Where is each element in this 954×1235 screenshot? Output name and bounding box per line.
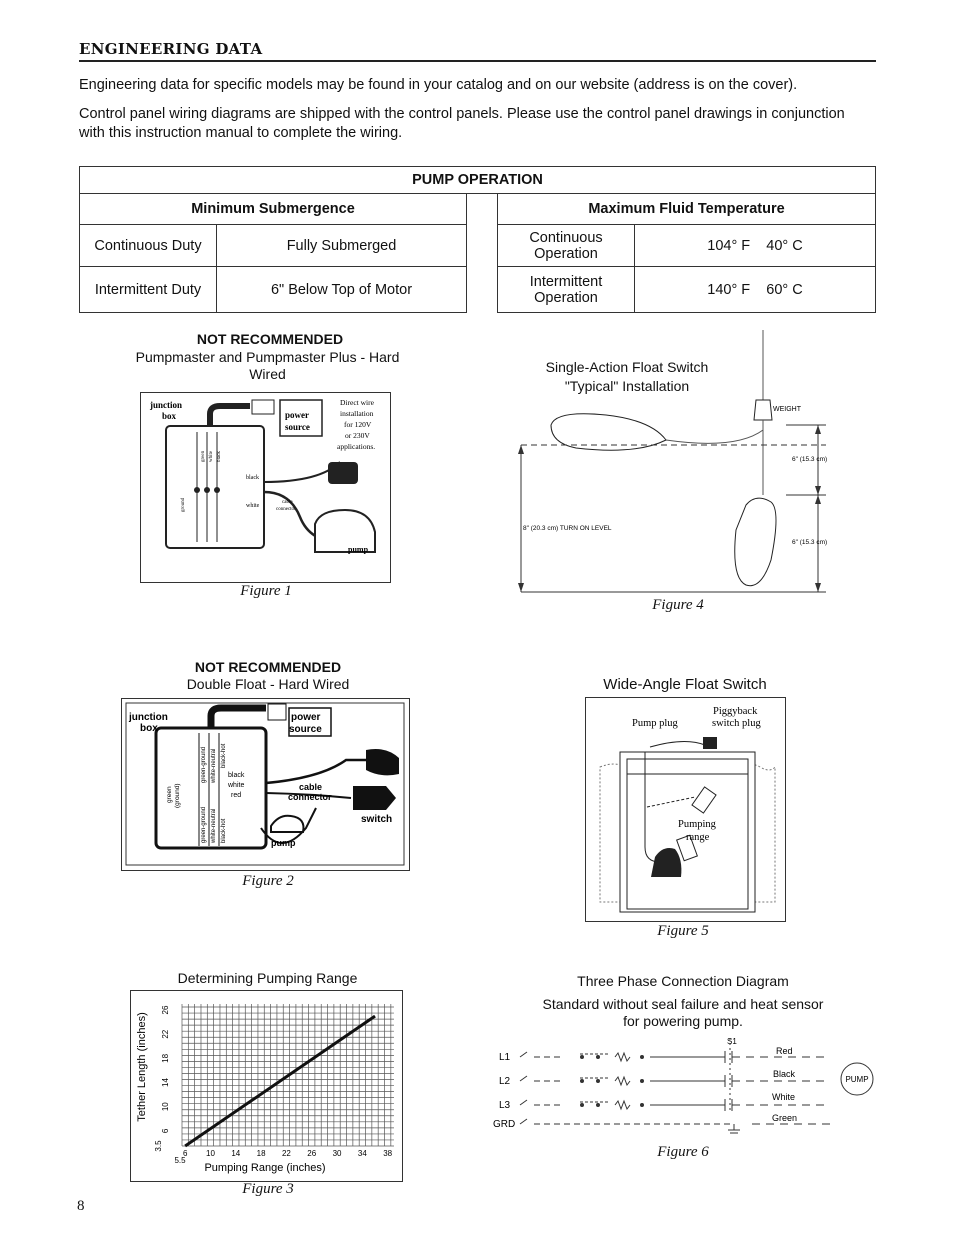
fig2-label: white [228, 782, 245, 789]
pump-label: PUMP [845, 1075, 869, 1084]
fig1-label: ground [181, 497, 186, 512]
line-label: GRD [493, 1119, 516, 1130]
pump-operation-title: PUMP OPERATION [80, 167, 876, 194]
x-axis-label: Pumping Range (inches) [204, 1162, 326, 1174]
min-sub-row-label: Intermittent Duty [80, 267, 217, 313]
min-sub-row-value: Fully Submerged [217, 225, 467, 267]
x-tick-label: 6 [182, 1149, 188, 1158]
max-temp-row-value: 140° F 60° C [635, 267, 876, 313]
fig3-title: Determining Pumping Range [177, 970, 358, 986]
fig2-label: white-neutral [211, 808, 217, 843]
x-tick-label: 10 [206, 1149, 215, 1158]
y-tick-label: 3.5 [154, 1140, 163, 1152]
fig2-label: cable [299, 782, 323, 792]
fig1-label: black [217, 451, 222, 462]
fig1-label: applications. [337, 442, 376, 451]
y-tick-label: 22 [161, 1029, 170, 1039]
fig1-warning: NOT RECOMMENDED [196, 331, 344, 347]
piggyback-label: switch plug [712, 718, 761, 729]
y-tick-label: 14 [161, 1078, 170, 1088]
fig5-float-diagram [585, 697, 786, 922]
fig2-label: switch [361, 814, 393, 825]
x-tick-label: 5.5 [174, 1156, 186, 1165]
fig1-label: for 120V [344, 420, 372, 429]
fig4-caption: Figure 4 [652, 597, 704, 613]
fig1-label: or 230V [345, 431, 370, 440]
pump-plug-label: Pump plug [632, 718, 678, 729]
dim-label: 6" (15.3 cm) [792, 456, 828, 463]
y-axis-label: Tether Length (inches) [136, 1012, 148, 1122]
fig2-caption: Figure 2 [242, 873, 294, 889]
fig1-label: Direct wire [340, 398, 374, 407]
x-tick-label: 38 [383, 1149, 393, 1158]
line-label: L2 [499, 1076, 511, 1087]
fig2-label: green [166, 786, 173, 803]
x-tick-label: 14 [231, 1149, 241, 1158]
fig2-label: source [289, 724, 322, 735]
pumping-range-label: Pumping [678, 819, 716, 830]
fig1-label: cable [282, 500, 293, 505]
fig2-label: connector [288, 792, 332, 802]
fig2-label: green-ground [201, 746, 207, 783]
fig1-label: box [162, 411, 177, 421]
x-tick-label: 18 [256, 1149, 266, 1158]
fig5-title: Wide-Angle Float Switch [603, 676, 767, 693]
fig5-caption: Figure 5 [657, 923, 709, 939]
x-tick-label: 30 [332, 1149, 342, 1158]
fig2-label: black-hot [221, 818, 227, 843]
fig1-label: installation [340, 409, 374, 418]
weight-label: WEIGHT [773, 406, 801, 413]
fig2-subtitle: Double Float - Hard Wired [186, 676, 350, 692]
fig1-label: white [209, 450, 214, 462]
fig4-title: Single-Action Float Switch "Typical" Installation [545, 359, 709, 394]
max-temp-heading: Maximum Fluid Temperature [498, 194, 876, 225]
x-tick-label: 34 [357, 1149, 367, 1158]
fig2-label: pump [271, 838, 296, 848]
intro-paragraph-1: Engineering data for specific models may be found in your catalog and on our website (address is on the cover). [79, 77, 798, 93]
y-tick-label: 18 [161, 1053, 170, 1063]
fig1-label: source [285, 422, 310, 432]
fig1-caption: Figure 1 [240, 583, 292, 599]
fig2-label: (ground) [174, 783, 181, 808]
fig1-label: connector [276, 507, 296, 512]
fig3-chart [130, 990, 403, 1182]
max-temp-row-value: 104° F 40° C [635, 225, 876, 267]
pumping-range-label: range [686, 832, 710, 843]
piggyback-label: Piggyback [713, 706, 758, 717]
min-sub-row-label: Continuous Duty [80, 225, 217, 267]
fig2-label: black [228, 772, 245, 779]
fig2-label: black-hot [221, 743, 227, 768]
fig2-label: white-neutral [211, 748, 217, 783]
min-submergence-heading: Minimum Submergence [80, 194, 467, 225]
line-label: L1 [499, 1052, 511, 1063]
fig2-warning: NOT RECOMMENDED [194, 659, 342, 675]
turn-on-label: 8" (20.3 cm) TURN ON LEVEL [523, 525, 612, 532]
fig2-label: junction [129, 712, 168, 723]
page-number: 8 [77, 1198, 85, 1214]
s1-label: S1 [727, 1037, 737, 1046]
y-tick-label: 10 [161, 1102, 170, 1112]
fig2-label: box [140, 723, 158, 734]
min-sub-row-value: 6" Below Top of Motor [217, 267, 467, 313]
fig3-caption: Figure 3 [242, 1181, 294, 1197]
fig1-label: pump [348, 545, 369, 554]
wire-label: Green [772, 1113, 798, 1123]
fig2-label: green-ground [201, 806, 207, 843]
y-tick-label: 6 [161, 1128, 170, 1134]
line-label: L3 [499, 1100, 511, 1111]
fig1-subtitle: Pumpmaster and Pumpmaster Plus - Hard Wired [135, 349, 400, 382]
wire-label: White [772, 1092, 796, 1102]
fig1-label: green [201, 450, 206, 462]
fig6-caption: Figure 6 [657, 1144, 709, 1160]
fig6-title: Three Phase Connection Diagram [577, 973, 789, 989]
max-temp-row-label: Intermittent Operation [498, 267, 635, 313]
fig1-label: power [285, 410, 309, 420]
fig6-connection-diagram [490, 1030, 880, 1140]
fig2-label: power [291, 712, 321, 723]
x-tick-label: 22 [281, 1149, 291, 1158]
wire-label: Red [776, 1046, 793, 1056]
dim-label: 6" (15.3 cm) [792, 539, 828, 546]
fig2-wiring-diagram [121, 698, 410, 871]
fig4-float-diagram [516, 330, 832, 595]
wire-label: Black [773, 1069, 796, 1079]
fig1-label: junction [150, 400, 183, 410]
fig2-label: red [231, 792, 242, 799]
x-tick-label: 26 [307, 1149, 317, 1158]
y-tick-label: 26 [161, 1005, 170, 1015]
fig1-label: black [246, 475, 259, 481]
fig6-subtitle: Standard without seal failure and heat sensor for powering pump. [542, 996, 824, 1029]
fig1-wiring-diagram [140, 392, 391, 583]
pump-operation-table [79, 166, 876, 313]
fig1-label: white [246, 503, 260, 509]
intro-paragraph-2: Control panel wiring diagrams are shipped with the control panels. Please use the control panel drawings in conjunction with this instruction manual to complete the wiring. [79, 106, 845, 141]
max-temp-row-label: Continuous Operation [498, 225, 635, 267]
section-title: ENGINEERING DATA [79, 40, 876, 62]
